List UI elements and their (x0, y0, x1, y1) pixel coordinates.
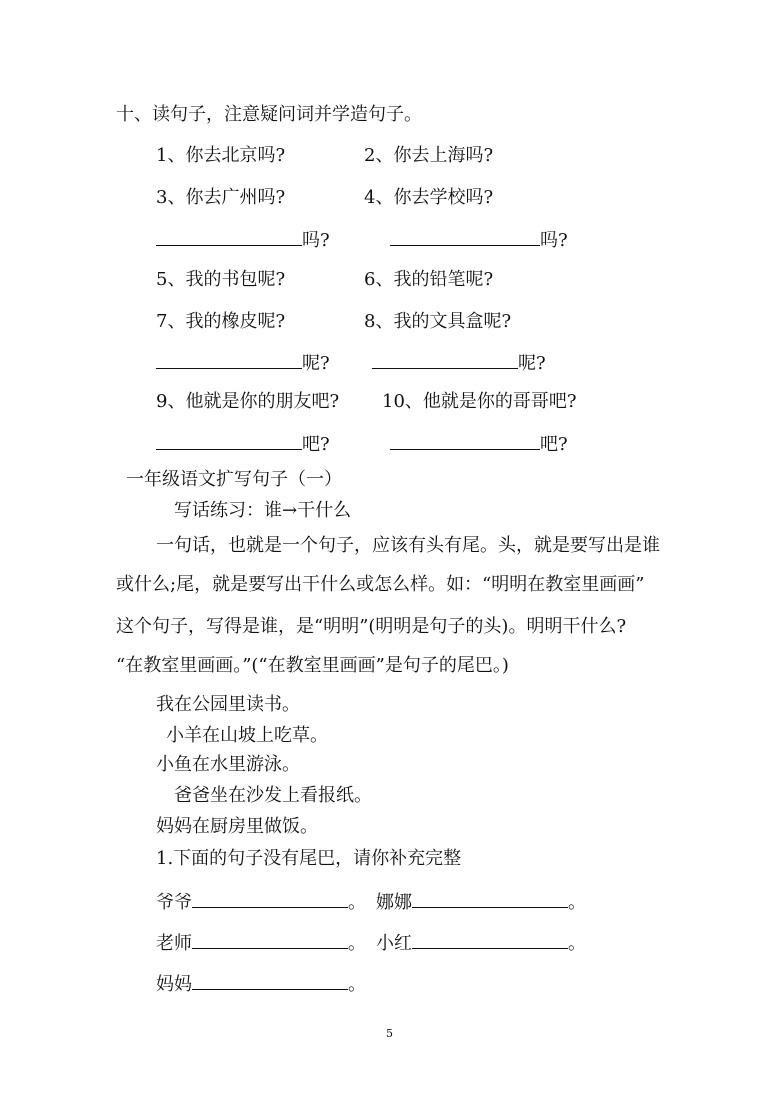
ma-suffix: 吗? (540, 230, 568, 251)
question-10: 10、他就是你的哥哥吧? (382, 391, 577, 412)
ma-suffix: 吗? (302, 230, 330, 251)
paragraph-line-3: 这个句子，写得是谁，是“明明”(明明是句子的头)。明明干什么? (116, 616, 627, 637)
fill-subject: 妈妈 (156, 974, 192, 995)
lesson-subtitle: 写话练习：谁→干什么 (174, 500, 352, 521)
period: 。 (568, 892, 586, 913)
question-1: 1、你去北京吗? (156, 145, 286, 166)
example-sentence: 小鱼在水里游泳。 (156, 754, 300, 775)
ba-blank-line-b[interactable] (390, 434, 568, 454)
question-6: 6、我的铅笔呢? (364, 269, 494, 290)
paragraph-line-2: 或什么;尾，就是要写出干什么或怎么样。如：“明明在教室里画画” (116, 574, 645, 595)
question-5: 5、我的书包呢? (156, 269, 286, 290)
fill-row-xiaohong[interactable] (376, 933, 586, 953)
question-4: 4、你去学校吗? (364, 187, 494, 208)
question-3: 3、你去广州吗? (156, 187, 286, 208)
period: 。 (348, 974, 366, 995)
question-7: 7、我的橡皮呢? (156, 311, 286, 332)
answer-blank[interactable] (156, 230, 302, 246)
period: 。 (568, 933, 586, 954)
ba-suffix: 吧? (302, 434, 330, 455)
lesson-title: 一年级语文扩写句子（一） (126, 469, 342, 490)
answer-blank[interactable] (412, 892, 568, 908)
page-number: 5 (386, 1027, 393, 1040)
fill-row-laoshi[interactable] (156, 933, 366, 953)
answer-blank[interactable] (192, 892, 348, 908)
answer-blank[interactable] (372, 353, 518, 369)
fill-row-mama[interactable] (156, 974, 366, 994)
ne-suffix: 呢? (518, 353, 546, 374)
question-9: 9、他就是你的朋友吧? (156, 391, 340, 412)
example-sentence: 妈妈在厨房里做饭。 (156, 816, 318, 837)
period: 。 (348, 892, 366, 913)
section-title: 十、读句子，注意疑问词并学造句子。 (116, 104, 422, 125)
example-sentence: 我在公园里读书。 (156, 694, 300, 715)
fill-subject: 爷爷 (156, 892, 192, 913)
period: 。 (348, 933, 366, 954)
answer-blank[interactable] (390, 434, 540, 450)
answer-blank[interactable] (412, 933, 568, 949)
ne-blank-line-b[interactable] (372, 353, 546, 373)
exercise-title: 1.下面的句子没有尾巴，请你补充完整 (156, 848, 462, 869)
answer-blank[interactable] (390, 230, 540, 246)
fill-row-nana[interactable] (376, 892, 586, 912)
fill-row-yeye[interactable] (156, 892, 366, 912)
question-8: 8、我的文具盒呢? (364, 311, 512, 332)
fill-subject: 小红 (376, 933, 412, 954)
ma-blank-line-a[interactable] (156, 230, 330, 250)
paragraph-line-1: 一句话，也就是一个句子，应该有头有尾。头，就是要写出是谁 (156, 535, 660, 556)
fill-subject: 老师 (156, 933, 192, 954)
ne-suffix: 呢? (302, 353, 330, 374)
question-2: 2、你去上海吗? (364, 145, 494, 166)
answer-blank[interactable] (156, 353, 302, 369)
answer-blank[interactable] (192, 933, 348, 949)
answer-blank[interactable] (192, 974, 348, 990)
example-sentence: 小羊在山坡上吃草。 (166, 725, 328, 746)
ne-blank-line-a[interactable] (156, 353, 330, 373)
ba-suffix: 吧? (540, 434, 568, 455)
fill-subject: 娜娜 (376, 892, 412, 913)
example-sentence: 爸爸坐在沙发上看报纸。 (174, 785, 372, 806)
paragraph-line-4: “在教室里画画。”(“在教室里画画”是句子的尾巴。) (116, 655, 509, 676)
ba-blank-line-a[interactable] (156, 434, 330, 454)
answer-blank[interactable] (156, 434, 302, 450)
ma-blank-line-b[interactable] (390, 230, 568, 250)
